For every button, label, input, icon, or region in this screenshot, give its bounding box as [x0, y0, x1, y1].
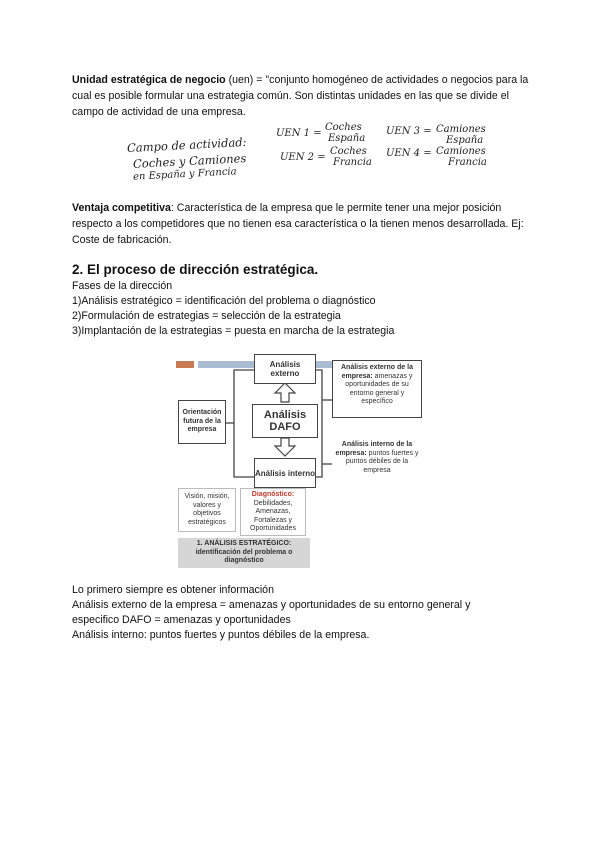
- orientacion-box: Orientación futura de la empresa: [178, 400, 226, 444]
- externo-note-text: amenazas y oportunidades de su entorno general y específico: [345, 372, 413, 405]
- section-line-3: 3)Implantación de la estrategias = puesta en marcha de la estrategia: [72, 325, 395, 337]
- hand-campo-1: Campo de actividad:: [126, 134, 247, 156]
- hand-uen4-v1: Camiones: [436, 146, 486, 157]
- analysis-footer-box: 1. ANÁLISIS ESTRATÉGICO: identificación del problema o diagnóstico: [178, 538, 310, 568]
- externo-note-box: [332, 360, 422, 418]
- hand-uen1-v1: Coches: [325, 122, 362, 133]
- uen-definition: [72, 72, 532, 120]
- up-arrow-icon: [275, 383, 295, 402]
- section-line-1: 1)Análisis estratégico = identificación del problema o diagnóstico: [72, 295, 376, 307]
- analisis-interno-box: Análisis interno: [254, 458, 316, 488]
- hand-uen2-label: UEN 2 =: [280, 152, 326, 163]
- interno-note-text: puntos fuertes y puntos débiles de la empresa: [345, 449, 419, 474]
- analisis-dafo-box: Análisis DAFO: [252, 404, 318, 438]
- strategic-analysis-diagram: [176, 352, 424, 570]
- diagnostico-body: Debilidades, Amenazas, Fortalezas y Oportunidades: [250, 499, 296, 532]
- vision-box: Visión, misión, valores y objetivos estratégicos: [178, 488, 236, 532]
- closing-line-1: Análisis externo de la empresa = amenazas y oportunidades de su entorno general y: [72, 599, 471, 611]
- hand-campo-3: en España y Francia: [132, 166, 237, 183]
- interno-note-box: [332, 438, 422, 490]
- hand-campo-2: Coches y Camiones: [132, 151, 247, 171]
- externo-note-title: Análisis externo de la empresa:: [341, 364, 413, 380]
- closing-line-3: Análisis interno: puntos fuertes y puntos débiles de la empresa.: [72, 629, 370, 641]
- closing-line-2: especifico DAFO = amenazas y oportunidades: [72, 614, 291, 626]
- hand-uen4-v2: Francia: [448, 157, 487, 168]
- hand-uen3-v1: Camiones: [436, 124, 486, 135]
- analisis-externo-box: Análisis externo: [254, 354, 316, 384]
- hand-uen1-v2: España: [328, 133, 366, 144]
- hand-uen4-label: UEN 4 =: [386, 148, 432, 159]
- section-heading: 2. El proceso de dirección estratégica.: [72, 262, 319, 277]
- section-line-2: 2)Formulación de estrategias = selección de la estrategia: [72, 310, 341, 322]
- section-line-0: Fases de la dirección: [72, 280, 173, 292]
- left-link-line: [234, 370, 254, 477]
- hand-uen3-label: UEN 3 =: [386, 126, 432, 137]
- uen-text: (uen) = "conjunto homogéneo de actividades o negocios para la cual es posible formular una estrategia común. Son distintas unidades en las que se divide el campo de actividad de una empresa.: [72, 74, 529, 118]
- hand-uen2-v2: Francia: [333, 157, 372, 168]
- ventaja-text: : Característica de la empresa que le permite tener una mejor posición respecto a los competidores que no tienen esa característica o la tienen menos desarrollada. Ej: Coste de fabricación.: [72, 202, 524, 246]
- orange-bar: [176, 361, 194, 368]
- hand-uen1-label: UEN 1 =: [276, 128, 322, 139]
- ventaja-term: Ventaja competitiva: [72, 202, 171, 214]
- uen-term: Unidad estratégica de negocio: [72, 74, 226, 86]
- hand-uen2-v1: Coches: [330, 146, 367, 157]
- down-arrow-icon: [275, 438, 295, 456]
- diagnostico-box: [240, 488, 306, 536]
- hand-uen3-v2: España: [446, 135, 484, 146]
- closing-line-0: Lo primero siempre es obtener información: [72, 584, 274, 596]
- diagnostico-title: Diagnóstico:: [251, 491, 295, 498]
- interno-note-title: Análisis interno de la empresa:: [335, 441, 413, 457]
- ventaja-definition: [72, 200, 532, 248]
